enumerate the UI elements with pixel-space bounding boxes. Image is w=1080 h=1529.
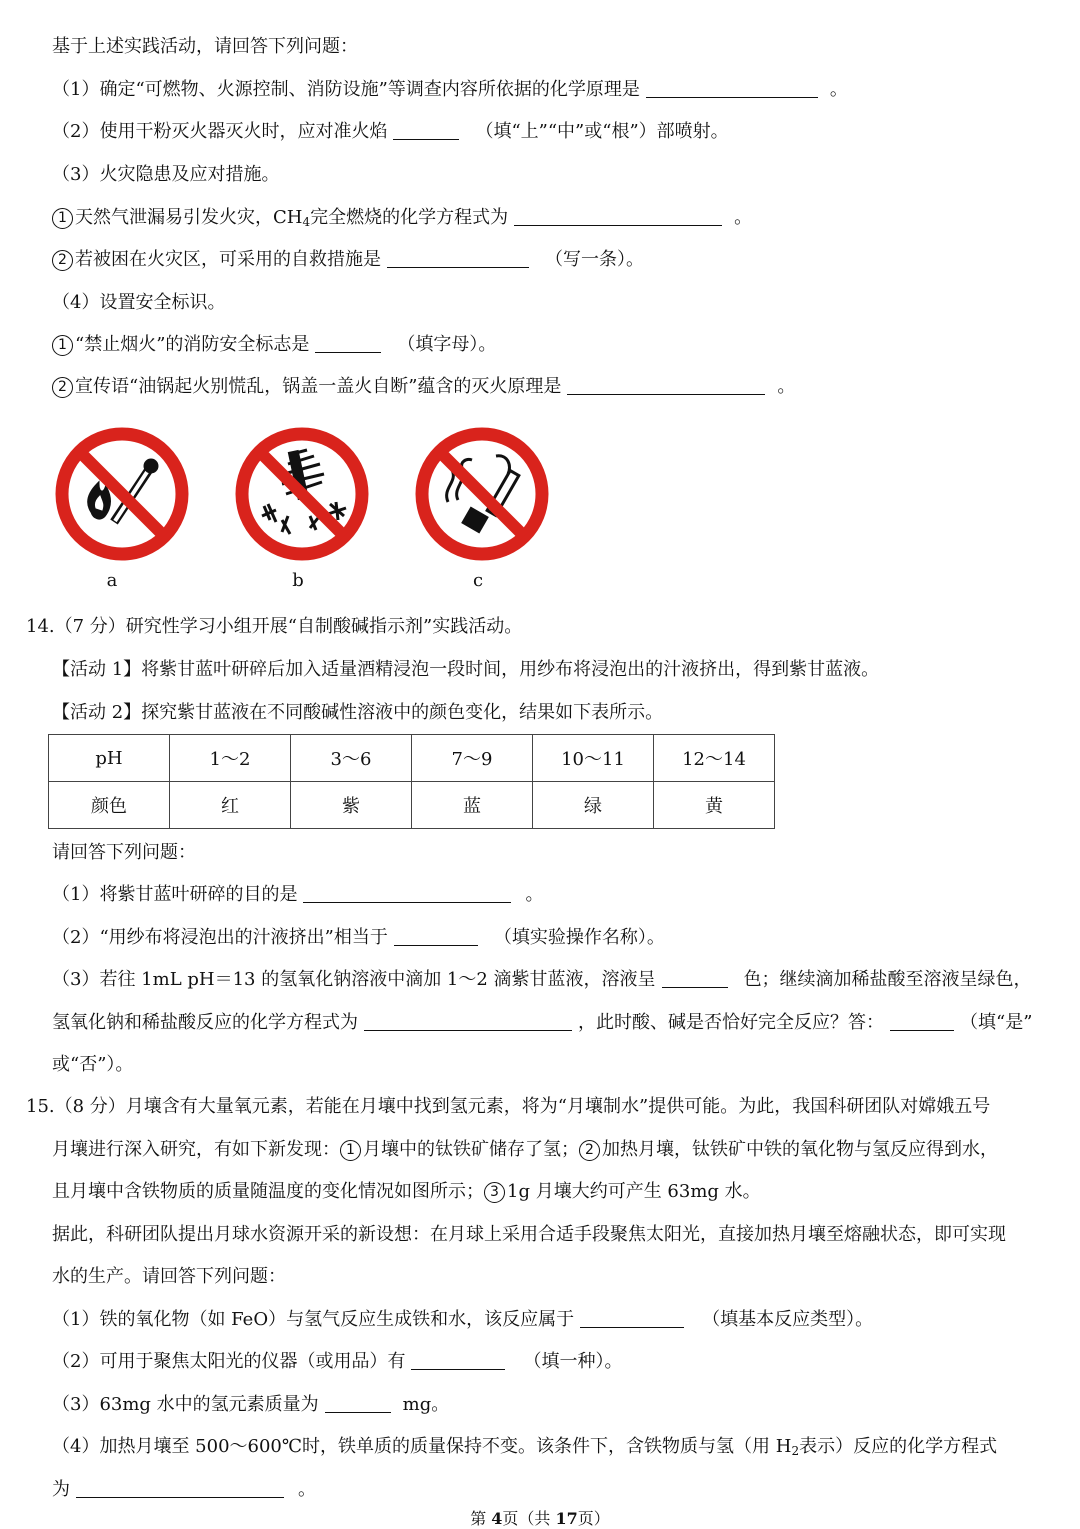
sign-label-b: b — [292, 570, 304, 591]
q15-line2: 月壤进行深入研究，有如下新发现： 1 月壤中的钛铁矿储存了氢； 2 加热月壤，钛铁矿中铁的氧化物与氢反应得到水， — [52, 1139, 998, 1160]
answer-blank[interactable] — [394, 927, 478, 946]
circled-number: 1 — [340, 1140, 361, 1161]
ph-color-table — [48, 734, 775, 829]
q13-part4: （4）设置安全标识。 — [52, 292, 226, 313]
answer-blank[interactable] — [890, 1012, 954, 1031]
q14-activity-2: 【活动 2】探究紫甘蓝液在不同酸碱性溶液中的颜色变化，结果如下表所示。 — [52, 702, 664, 723]
intro-text: 基于上述实践活动，请回答下列问题： — [52, 36, 358, 57]
q15-part1: （1）铁的氧化物（如 FeO）与氢气反应生成铁和水，该反应属于 （填基本反应类型）。 — [52, 1309, 874, 1330]
q13-part1: （1）确定“可燃物、火源控制、消防设施”等调查内容所依据的化学原理是 。 — [52, 79, 848, 100]
table-cell: 绿 — [533, 782, 654, 829]
no-fireworks-icon — [232, 424, 372, 564]
circled-number: 2 — [52, 377, 73, 398]
answer-blank[interactable] — [567, 376, 765, 395]
answer-blank[interactable] — [364, 1012, 572, 1031]
answer-blank[interactable] — [393, 121, 459, 140]
q13-part4-1: 1 “禁止烟火”的消防安全标志是 （填字母）。 — [52, 332, 496, 358]
answer-blank[interactable] — [662, 969, 728, 988]
q15-line3: 且月壤中含铁物质的质量随温度的变化情况如图所示； 3 1g 月壤大约可产生 63mg 水。 — [52, 1181, 761, 1202]
q15-line4: 据此，科研团队提出月球水资源开采的新设想：在月球上采用合适手段聚焦太阳光，直接加热月壤至熔融状态，即可实现 — [52, 1224, 1006, 1245]
q14-ask: 请回答下列问题： — [52, 842, 196, 863]
circled-number: 1 — [52, 208, 73, 229]
table-cell: 蓝 — [412, 782, 533, 829]
answer-blank[interactable] — [580, 1309, 684, 1328]
answer-blank[interactable] — [315, 334, 381, 353]
answer-blank[interactable] — [411, 1351, 505, 1370]
q14-part3-line2: 氢氧化钠和稀盐酸反应的化学方程式为 ，此时酸、碱是否恰好完全反应？答： （填“是” — [52, 1012, 1033, 1033]
q15-line1: 15.（8 分）月壤含有大量氧元素，若能在月壤中找到氢元素，将为“月壤制水”提供可能。为此，我国科研团队对嫦娥五号 — [26, 1096, 991, 1117]
sign-label-c: c — [472, 570, 484, 591]
table-cell: 7～9 — [412, 735, 533, 782]
circled-number: 2 — [52, 250, 73, 271]
q15-part2: （2）可用于聚焦太阳光的仪器（或用品）有 （填一种）。 — [52, 1351, 623, 1372]
circled-number: 2 — [579, 1140, 600, 1161]
q14-part1: （1）将紫甘蓝叶研碎的目的是 。 — [52, 884, 544, 905]
table-cell: 1～2 — [170, 735, 291, 782]
q13-part3: （3）火灾隐患及应对措施。 — [52, 164, 280, 185]
answer-blank[interactable] — [646, 79, 818, 98]
q14-part3-line3: 或“否”）。 — [52, 1054, 134, 1075]
answer-blank[interactable] — [303, 884, 511, 903]
table-cell: 12～14 — [654, 735, 775, 782]
q13-part3-1: 1 天然气泄漏易引发火灾，$CH_4$完全燃烧的化学方程式为 。 — [52, 205, 752, 231]
q13-part4-2: 2 宣传语“油锅起火别慌乱，锅盖一盖火自断”蕴含的灭火原理是 。 — [52, 374, 795, 400]
q15-part3: （3）63mg 水中的氢元素质量为 mg。 — [52, 1394, 450, 1415]
q14-activity-1: 【活动 1】将紫甘蓝叶研碎后加入适量酒精浸泡一段时间，用纱布将浸泡出的汁液挤出，得到紫甘蓝液。 — [52, 659, 880, 680]
q15-line5: 水的生产。请回答下列问题： — [52, 1266, 286, 1287]
table-row-color — [49, 782, 775, 829]
table-cell: 3～6 — [291, 735, 412, 782]
table-cell: 黄 — [654, 782, 775, 829]
q15-part4-line2: 为 。 — [52, 1479, 316, 1500]
table-cell: 紫 — [291, 782, 412, 829]
answer-blank[interactable] — [325, 1394, 391, 1413]
sign-label-a: a — [106, 570, 118, 591]
page-total: 17 — [555, 1509, 578, 1528]
table-cell: pH — [49, 735, 170, 782]
q15-part4-line1: （4）加热月壤至 500～600℃时，铁单质的质量保持不变。该条件下，含铁物质与氢（用 $H_2$表示）反应的化学方程式 — [52, 1436, 998, 1458]
table-cell: 红 — [170, 782, 291, 829]
q14-title: 14.（7 分）研究性学习小组开展“自制酸碱指示剂”实践活动。 — [26, 616, 523, 637]
q14-part3-line1: （3）若往 1mL pH＝13 的氢氧化钠溶液中滴加 1～2 滴紫甘蓝液，溶液呈 色；继续滴加稀盐酸至溶液呈绿色， — [52, 969, 1032, 990]
table-row-ph — [49, 735, 775, 782]
page-number: 4 — [491, 1509, 503, 1528]
circled-number: 1 — [52, 335, 73, 356]
answer-blank[interactable] — [514, 207, 722, 226]
q13-part2: （2）使用干粉灭火器灭火时，应对准火焰 （填“上”“中”或“根”）部喷射。 — [52, 121, 729, 142]
answer-blank[interactable] — [76, 1479, 284, 1498]
table-cell: 10～11 — [533, 735, 654, 782]
q14-part2: （2）“用纱布将浸泡出的汁液挤出”相当于 （填实验操作名称）。 — [52, 927, 665, 948]
table-cell: 颜色 — [49, 782, 170, 829]
no-open-flame-icon — [52, 424, 192, 564]
answer-blank[interactable] — [387, 249, 529, 268]
q13-part3-2: 2 若被困在火灾区，可采用的自救措施是 （写一条）。 — [52, 247, 644, 273]
circled-number: 3 — [484, 1182, 505, 1203]
no-smoking-icon — [412, 424, 552, 564]
page-footer: 第 4页（共 17页） — [470, 1509, 610, 1528]
